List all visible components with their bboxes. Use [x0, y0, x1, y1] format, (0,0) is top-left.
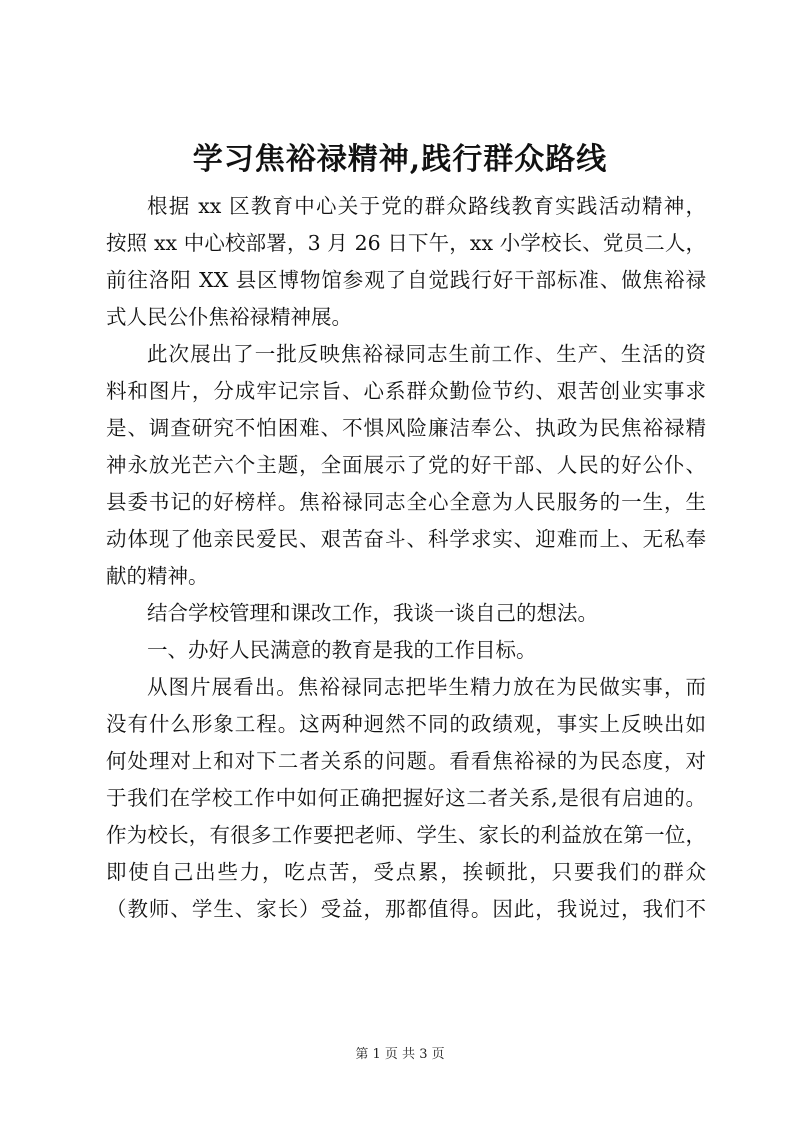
paragraph-line: 神永放光芒六个主题，全面展示了党的好干部、人民的好公仆、: [106, 453, 706, 477]
paragraph-line: 料和图片，分成牢记宗旨、心系群众勤俭节约、艰苦创业实事求: [106, 379, 706, 403]
paragraph-line: 前往洛阳 XX 县区博物馆参观了自觉践行好干部标准、做焦裕禄: [106, 268, 706, 292]
paragraph-line: 从图片展看出。焦裕禄同志把毕生精力放在为民做实事，而: [147, 675, 706, 699]
paragraph-5: [106, 669, 706, 928]
paragraph-line: 式人民公仆焦裕禄精神展。: [106, 305, 352, 329]
paragraph-line: 根据 xx 区教育中心关于党的群众路线教育实践活动精神，: [147, 194, 706, 218]
paragraph-2: [106, 336, 706, 595]
paragraph-line: 于我们在学校工作中如何正确把握好这二者关系,是很有启迪的。: [106, 786, 706, 810]
paragraph-3: [106, 595, 706, 632]
paragraph-line: 按照 xx 中心校部署，3 月 26 日下午，xx 小学校长、党员二人，: [106, 231, 706, 255]
paragraph-line: 一、办好人民满意的教育是我的工作目标。: [147, 638, 537, 662]
document-title: 学习焦裕禄精神,践行群众路线: [192, 142, 608, 177]
paragraph-line: 献的精神。: [106, 564, 209, 588]
paragraph-line: 动体现了他亲民爱民、艰苦奋斗、科学求实、迎难而上、无私奉: [106, 527, 706, 551]
document-body: [106, 188, 706, 928]
paragraph-line: 结合学校管理和课改工作，我谈一谈自己的想法。: [147, 601, 598, 625]
paragraph-line: 是、调查研究不怕困难、不惧风险廉洁奉公、执政为民焦裕禄精: [106, 416, 706, 440]
paragraph-line: 作为校长，有很多工作要把老师、学生、家长的利益放在第一位，: [106, 823, 706, 847]
paragraph-line: 县委书记的好榜样。焦裕禄同志全心全意为人民服务的一生，生: [106, 490, 706, 514]
paragraph-line: 即使自己出些力，吃点苦，受点累，挨顿批，只要我们的群众: [106, 860, 706, 884]
paragraph-line: 何处理对上和对下二者关系的问题。看看焦裕禄的为民态度，对: [106, 749, 706, 773]
paragraph-line: 没有什么形象工程。这两种迥然不同的政绩观，事实上反映出如: [106, 712, 706, 736]
section-heading-1: [106, 632, 706, 669]
paragraph-line: （教师、学生、家长）受益，那都值得。因此，我说过，我们不: [106, 897, 706, 921]
paragraph-1: [106, 188, 706, 336]
paragraph-line: 此次展出了一批反映焦裕禄同志生前工作、生产、生活的资: [147, 342, 706, 366]
page-footer: 第 1 页 共 3 页: [355, 1047, 445, 1062]
